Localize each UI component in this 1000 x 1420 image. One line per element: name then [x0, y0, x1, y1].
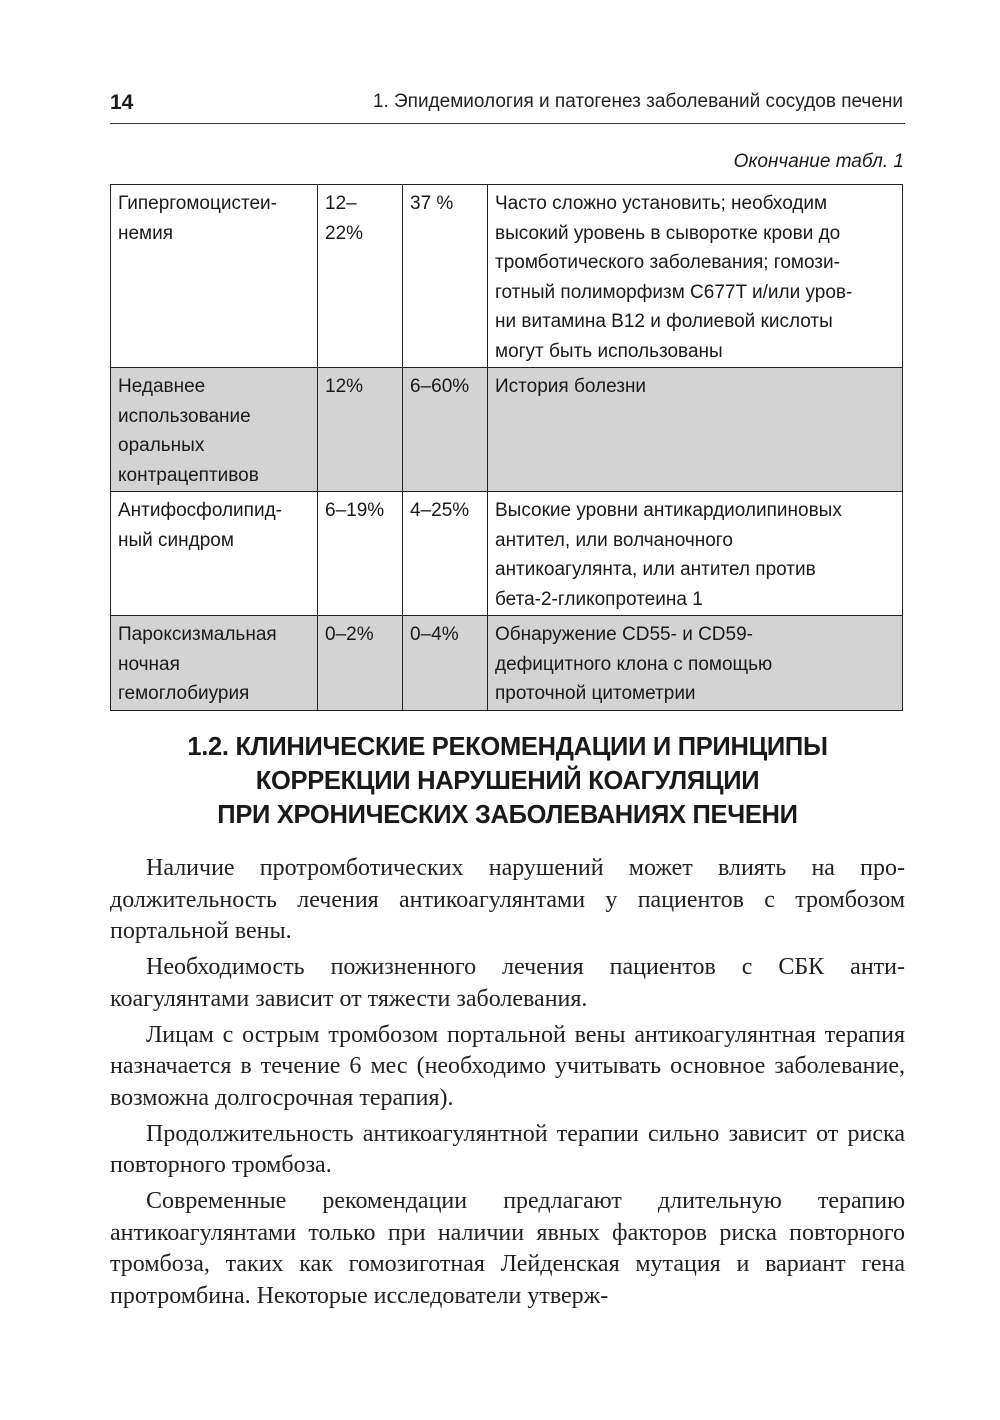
page-number: 14 [110, 91, 134, 114]
table-row [111, 492, 903, 616]
cell-diagnosis: Высокие уровни антикардиолипиновых антител, или волчаночного антикоагулянта, или антител против бета-2-гликопротеина 1 [488, 492, 903, 616]
table-body [111, 185, 903, 711]
table-row [111, 616, 903, 711]
heading-line: КОРРЕКЦИИ НАРУШЕНИЙ КОАГУЛЯЦИИ [255, 767, 760, 795]
table-row [111, 185, 903, 368]
section-heading [110, 730, 905, 832]
paragraph: Необходимость пожизненного лечения пациентов с СБК антикоагулянтами зависит от тяжести заболевания. [110, 954, 905, 1012]
cell-prevalence-b: 6–60% [403, 368, 488, 492]
running-title: 1. Эпидемиология и патогенез заболеваний сосудов печени [372, 91, 903, 112]
cell-condition: Гипергомоцистеи- немия [111, 185, 318, 368]
cell-prevalence-a: 0–2% [318, 616, 403, 711]
paragraph: Лицам с острым тромбозом портальной вены антикоагулянтная терапия назначается в течение 6 мес (необходимо учитывать основное заболевание, возможна долгосрочная терапия). [110, 1021, 905, 1111]
cell-condition: Недавнее использование оральных контрацептивов [111, 368, 318, 492]
cell-diagnosis: История болезни [488, 368, 903, 492]
paragraph: Продолжительность антикоагулянтной терапии сильно зависит от риска повторного тромбоза. [110, 1120, 905, 1179]
risk-factor-table [110, 184, 903, 711]
cell-diagnosis: Часто сложно установить; необходим высокий уровень в сыворотке крови до тромботического заболевания; гомози- готный полиморфизм C677T и/или уров- ни витамина B12 и фолиевой кислоты могут быть использованы [488, 185, 903, 368]
table-row [111, 368, 903, 492]
cell-condition: Пароксизмальная ночная гемоглобиурия [111, 616, 318, 711]
cell-prevalence-a: 6–19% [318, 492, 403, 616]
cell-prevalence-a: 12% [318, 368, 403, 492]
cell-prevalence-b: 0–4% [403, 616, 488, 711]
cell-prevalence-b: 4–25% [403, 492, 488, 616]
table-caption: Окончание табл. 1 [733, 151, 904, 172]
paragraph: Современные рекомендации предлагают длительную терапию антикоагулянтами только при наличии явных факторов риска повторного тромбоза, таких как гомозиготная Лейденская мутация и вариант гена протромбина. Некоторые исследователи утверж- [110, 1188, 905, 1310]
cell-prevalence-b: 37 % [403, 185, 488, 368]
heading-line: ПРИ ХРОНИЧЕСКИХ ЗАБОЛЕВАНИЯХ ПЕЧЕНИ [217, 801, 798, 829]
paragraph: Наличие протромботических нарушений может влиять на продолжительность лечения антикоагулянтами у пациентов с тромбозом портальной вены. [110, 855, 905, 945]
cell-prevalence-a: 12– 22% [318, 185, 403, 368]
cell-diagnosis: Обнаружение CD55- и CD59- дефицитного клона с помощью проточной цитометрии [488, 616, 903, 711]
cell-condition: Антифосфолипид- ный синдром [111, 492, 318, 616]
body-text [110, 853, 905, 1317]
heading-line: 1.2. КЛИНИЧЕСКИЕ РЕКОМЕНДАЦИИ И ПРИНЦИПЫ [187, 733, 828, 761]
header-rule [110, 123, 905, 124]
